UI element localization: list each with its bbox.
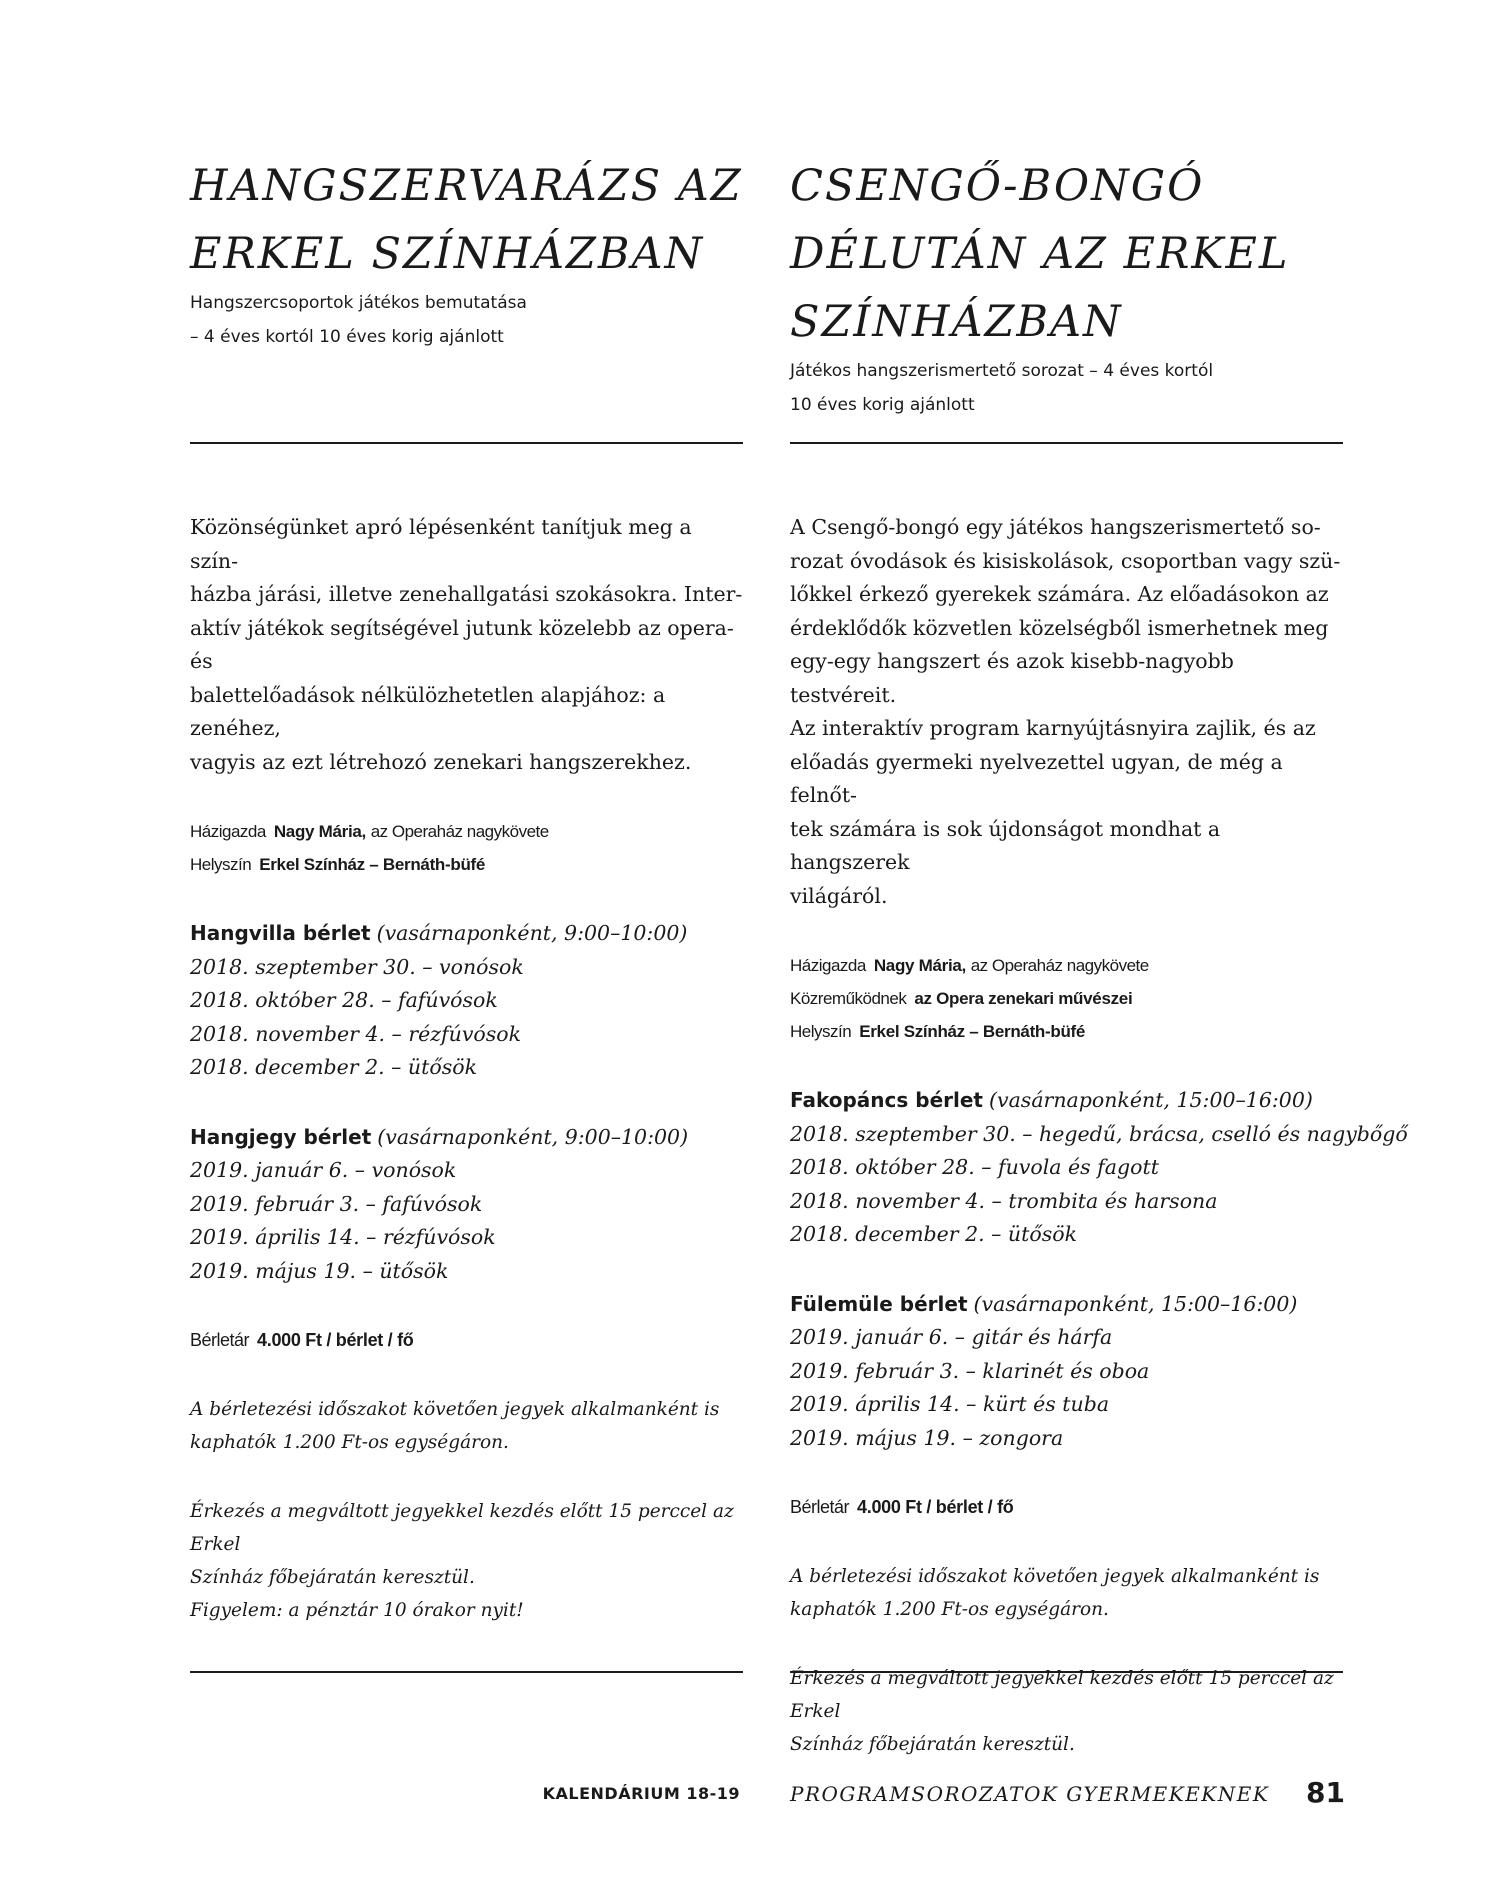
host-role: az Operaház nagykövete xyxy=(370,822,549,841)
contrib-value: az Opera zenekari művészei xyxy=(914,989,1133,1008)
list-item: 2019. május 19. – zongora xyxy=(790,1425,1064,1450)
right-series-2 xyxy=(790,1288,1345,1456)
price-label: Bérletár xyxy=(190,1330,250,1350)
host-name: Nagy Mária, xyxy=(873,956,966,975)
series-heading xyxy=(190,917,745,951)
series-name: Fülemüle bérlet xyxy=(790,1291,968,1316)
right-note-arrival: Érkezés a megváltott jegyekkel kezdés előtt 15 perccel az Erkel Színház főbejáratán keresztül. xyxy=(790,1668,1334,1755)
right-venue-row xyxy=(790,1015,1345,1048)
venue-label: Helyszín xyxy=(190,855,252,874)
series-heading xyxy=(190,1121,745,1155)
right-price-row xyxy=(790,1491,1345,1524)
footer-brand: KALENDÁRIUM 18-19 xyxy=(542,1784,740,1803)
page-number: 81 xyxy=(1306,1776,1345,1809)
list-item: 2018. november 4. – rézfúvósok xyxy=(190,1021,522,1046)
date-list xyxy=(190,951,745,1085)
left-header xyxy=(190,152,745,354)
series-time: (vasárnaponként, 15:00–16:00) xyxy=(973,1291,1298,1316)
right-lead-paragraph: A Csengő-bongó egy játékos hangszerismertető so- rozat óvodások és kisiskolások, csoportban vagy szü- lőkkel érkező gyerekek számára. Az előadásokon az érdeklődők közvetlen közelségből ismerhetnek meg egy-egy hangszert és azok kisebb-nagyobb testvéreit. Az interaktív program karnyújtásnyira zajlik, és az előadás gyermeki nyelvezettel ugyan, de még a felnőt- tek számára is sok újdonságot mondhat a hangszerek világáról. xyxy=(790,515,1341,908)
right-note-tickets: A bérletezési időszakot követően jegyek alkalmanként is kaphatók 1.200 Ft-os egységáron. xyxy=(790,1566,1320,1620)
list-item: 2019. május 19. – ütősök xyxy=(190,1258,449,1283)
left-series-1 xyxy=(190,917,745,1085)
list-item: 2018. szeptember 30. – vonósok xyxy=(190,954,524,979)
list-item: 2018. szeptember 30. – hegedű, brácsa, cselló és nagybőgő xyxy=(790,1121,1408,1146)
left-subtitle: Hangszercsoportok játékos bemutatása – 4 éves kortól 10 éves korig ajánlott xyxy=(190,293,527,347)
venue-name: Erkel Színház – Bernáth-büfé xyxy=(259,855,486,874)
list-item: 2019. február 3. – klarinét és oboa xyxy=(790,1358,1150,1383)
host-role: az Operaház nagykövete xyxy=(970,956,1149,975)
venue-label: Helyszín xyxy=(790,1022,852,1041)
left-body xyxy=(190,511,745,1627)
left-meta xyxy=(190,815,745,881)
right-series-1 xyxy=(790,1084,1408,1252)
host-label: Házigazda xyxy=(790,956,866,975)
list-item: 2018. december 2. – ütősök xyxy=(190,1055,477,1079)
footer-section-title: PROGRAMSOROZATOK GYERMEKEKNEK xyxy=(790,1782,1270,1806)
series-name: Fakopáncs bérlet xyxy=(790,1088,983,1112)
left-note-tickets: A bérletezési időszakot követően jegyek alkalmanként is kaphatók 1.200 Ft-os egységáron. xyxy=(190,1399,720,1453)
left-note-arrival: Érkezés a megváltott jegyekkel kezdés előtt 15 perccel az Erkel Színház főbejáratán keresztül. Figyelem: a pénztár 10 órakor nyit! xyxy=(190,1501,734,1621)
right-title: CSENGŐ-BONGÓ DÉLUTÁN AZ ERKEL SZÍNHÁZBAN xyxy=(790,161,1290,347)
date-list xyxy=(790,1118,1408,1252)
series-name: Hangvilla bérlet xyxy=(190,921,371,945)
price-value: 4.000 Ft / bérlet / fő xyxy=(257,1330,414,1350)
host-label: Házigazda xyxy=(190,822,266,841)
venue-name: Erkel Színház – Bernáth-büfé xyxy=(859,1022,1086,1041)
left-venue-row xyxy=(190,848,745,881)
right-host-row xyxy=(790,949,1345,982)
series-name: Hangjegy bérlet xyxy=(190,1124,372,1149)
right-meta xyxy=(790,949,1345,1048)
list-item: 2018. október 28. – fuvola és fagott xyxy=(790,1155,1159,1179)
price-value: 4.000 Ft / bérlet / fő xyxy=(857,1497,1014,1517)
series-heading xyxy=(790,1084,1345,1118)
price-label: Bérletár xyxy=(790,1497,850,1517)
right-contrib-row xyxy=(790,982,1345,1015)
right-bottom-divider xyxy=(790,1671,1343,1673)
series-time: (vasárnaponként, 9:00–10:00) xyxy=(376,921,688,945)
list-item: 2018. december 2. – ütősök xyxy=(790,1222,1077,1246)
list-item: 2019. február 3. – fafúvósok xyxy=(190,1191,483,1216)
series-time: (vasárnaponként, 9:00–10:00) xyxy=(377,1124,689,1149)
left-series-2 xyxy=(190,1121,745,1289)
left-bottom-divider xyxy=(190,1671,743,1673)
left-lead-paragraph: Közönségünket apró lépésenként tanítjuk meg a szín- házba járási, illetve zenehallgatási szokásokra. Inter- aktív játékok segítségével jutunk közelebb az opera- és balettelőadások nélkülözhetetlen alapjához: a zenéhez, vagyis az ezt létrehozó zenekari hangszerekhez. xyxy=(190,515,743,774)
list-item: 2019. április 14. – kürt és tuba xyxy=(790,1392,1110,1416)
series-heading xyxy=(790,1288,1345,1322)
right-top-divider xyxy=(790,442,1343,444)
right-header xyxy=(790,152,1345,422)
host-name: Nagy Mária, xyxy=(273,822,366,841)
list-item: 2018. november 4. – trombita és harsona xyxy=(790,1188,1218,1213)
list-item: 2018. október 28. – fafúvósok xyxy=(190,988,498,1012)
date-list xyxy=(190,1154,745,1288)
series-time: (vasárnaponként, 15:00–16:00) xyxy=(989,1088,1313,1112)
left-host-row xyxy=(190,815,745,848)
page-footer xyxy=(0,1776,1497,1816)
list-item: 2019. január 6. – vonósok xyxy=(190,1158,457,1182)
left-top-divider xyxy=(190,442,743,444)
right-body xyxy=(790,511,1408,1761)
right-subtitle: Játékos hangszerismertető sorozat – 4 éves kortól 10 éves korig ajánlott xyxy=(790,361,1214,415)
list-item: 2019. április 14. – rézfúvósok xyxy=(190,1225,496,1249)
list-item: 2019. január 6. – gitár és hárfa xyxy=(790,1325,1113,1349)
contrib-label: Közreműködnek xyxy=(790,989,907,1008)
left-title: HANGSZERVARÁZS AZ ERKEL SZÍNHÁZBAN xyxy=(190,161,743,279)
date-list xyxy=(790,1321,1345,1455)
left-price-row xyxy=(190,1324,745,1357)
